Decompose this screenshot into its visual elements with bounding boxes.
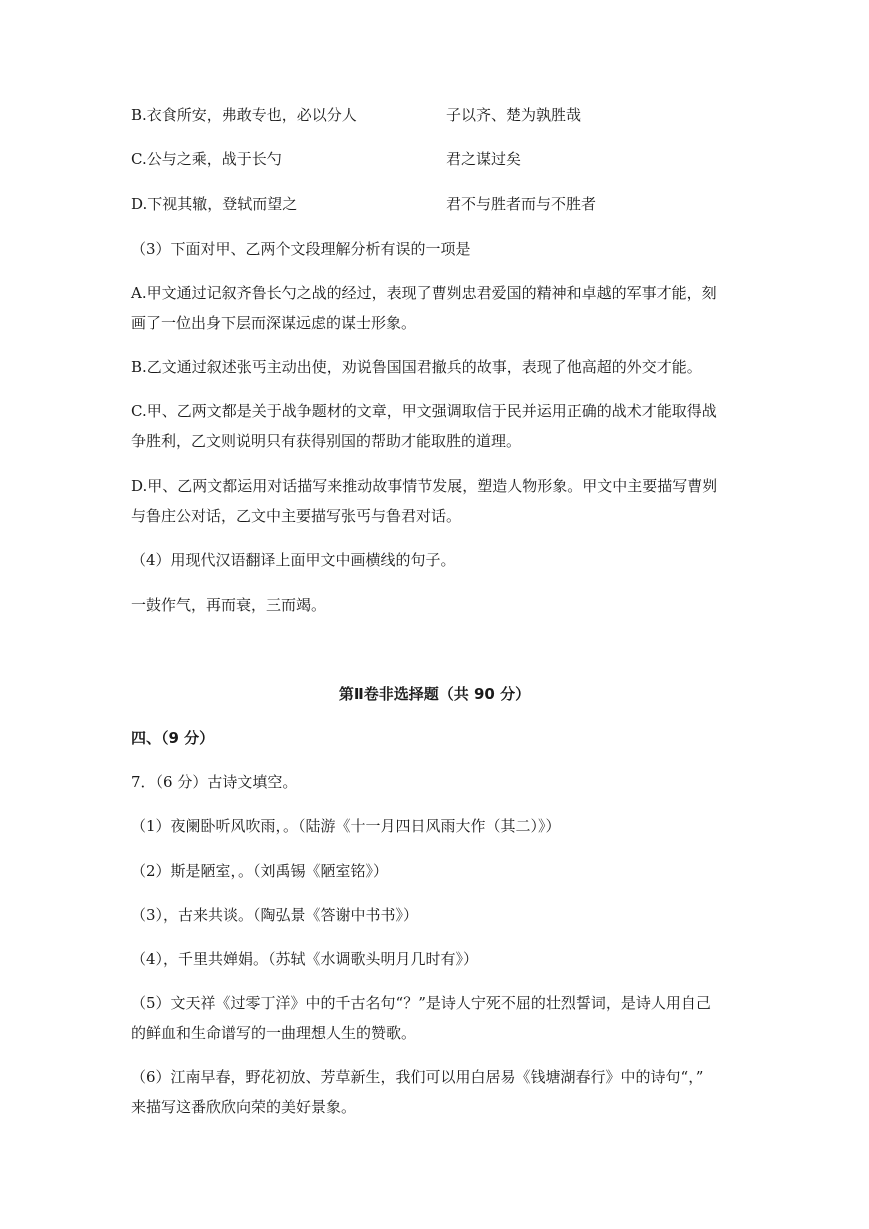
q3-option-c-line1: C.甲、乙两文都是关于战争题材的文章，甲文强调取信于民并运用正确的战术才能取得战 — [131, 402, 717, 420]
q3-option-a-line2: 画了一位出身下层而深谋远虑的谋士形象。 — [131, 314, 417, 332]
q7-item-2: （2）斯是陋室，。（刘禹锡《陋室铭》） — [131, 862, 389, 880]
q7-item-6-line2: 来描写这番欣欣向荣的美好景象。 — [131, 1098, 357, 1116]
option-c-right: 君之谋过矣 — [446, 150, 522, 168]
q3-option-a-line1: A.甲文通过记叙齐鲁长勺之战的经过，表现了曹刿忠君爱国的精神和卓越的军事才能，刻 — [131, 284, 717, 302]
part-four-heading: 四、（9 分） — [131, 729, 215, 747]
q7-item-3: （3），古来共谈。（陶弘景《答谢中书书》） — [131, 906, 419, 924]
q7-item-5-line2: 的鲜血和生命谱写的一曲理想人生的赞歌。 — [131, 1024, 417, 1042]
option-c-left: C.公与之乘，战于长勺 — [131, 150, 282, 168]
option-d-right: 君不与胜者而与不胜者 — [446, 195, 597, 213]
option-b-right: 子以齐、楚为孰胜哉 — [446, 106, 582, 124]
section-title: 第Ⅱ卷非选择题（共 90 分） — [338, 685, 531, 703]
q7-item-4: （4），千里共婵娟。（苏轼《水调歌头明月几时有》） — [131, 950, 479, 968]
option-b-left: B.衣食所安，弗敢专也，必以分人 — [131, 106, 357, 124]
q3-option-d-line1: D.甲、乙两文都运用对话描写来推动故事情节发展，塑造人物形象。甲文中主要描写曹刿 — [131, 477, 718, 495]
q3-option-c-line2: 争胜利，乙文则说明只有获得别国的帮助才能取胜的道理。 — [131, 432, 522, 450]
q7-item-1: （1）夜阑卧听风吹雨，。（陆游《十一月四日风雨大作（其二）》） — [131, 817, 561, 835]
q7-title: 7．（6 分）古诗文填空。 — [131, 773, 298, 791]
q4-sentence: 一鼓作气，再而衰，三而竭。 — [131, 596, 327, 614]
q7-item-5-line1: （5）文天祥《过零丁洋》中的千古名句“？”是诗人宁死不屈的壮烈誓词，是诗人用自己 — [131, 994, 711, 1012]
option-d-left: D.下视其辙，登轼而望之 — [131, 195, 298, 213]
q4-prompt: （4）用现代汉语翻译上面甲文中画横线的句子。 — [131, 551, 456, 569]
q3-option-d-line2: 与鲁庄公对话，乙文中主要描写张丐与鲁君对话。 — [131, 507, 462, 525]
q3-option-b: B.乙文通过叙述张丐主动出使，劝说鲁国国君撤兵的故事，表现了他高超的外交才能。 — [131, 358, 702, 376]
q3-prompt: （3）下面对甲、乙两个文段理解分析有误的一项是 — [131, 240, 471, 258]
q7-item-6-line1: （6）江南早春，野花初放、芳草新生，我们可以用白居易《钱塘湖春行》中的诗句“，” — [131, 1068, 704, 1086]
